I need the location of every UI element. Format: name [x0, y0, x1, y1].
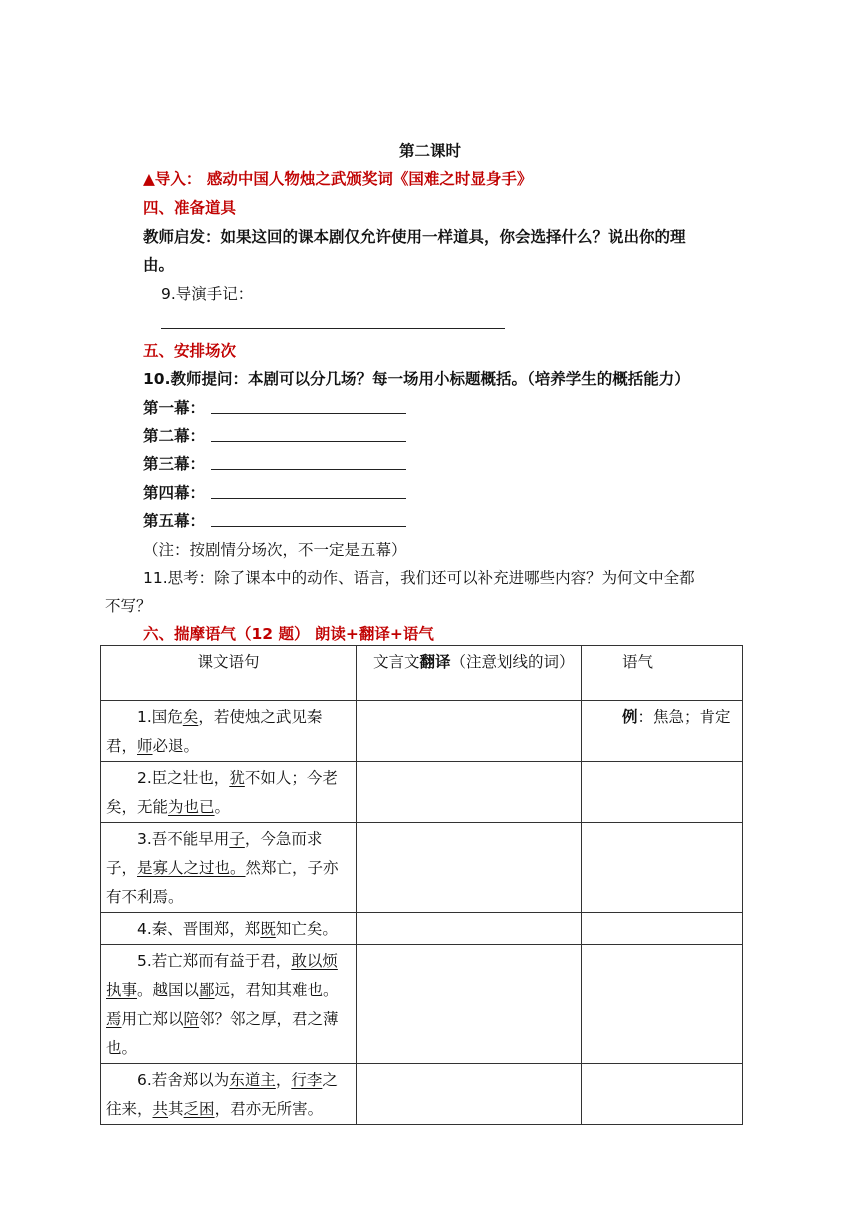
director-note-label: 9.导演手记： — [161, 285, 254, 303]
section-4-heading: 四、准备道具 — [143, 199, 237, 217]
director-note-blank[interactable] — [161, 328, 505, 329]
teacher-prompt-cont: 由。 — [143, 256, 175, 274]
act-3-label: 第三幕： — [143, 455, 206, 473]
page-title: 第二课时 — [398, 142, 461, 160]
table-row — [101, 913, 743, 945]
act-5-blank[interactable] — [211, 526, 406, 527]
act-2-blank[interactable] — [211, 441, 406, 442]
table-row — [101, 762, 743, 823]
tone-cell[interactable] — [582, 913, 743, 945]
translation-cell[interactable] — [357, 823, 582, 913]
sentence-cell: 1.国危矣，若使烛之武见秦君，师必退。 — [101, 701, 357, 762]
section-6-heading: 六、揣摩语气（12 题） 朗读+翻译+语气 — [143, 625, 434, 643]
intro-heading: ▲导入： 感动中国人物烛之武颁奖词《国难之时显身手》 — [143, 170, 533, 188]
translation-cell[interactable] — [357, 1064, 582, 1125]
tone-cell[interactable] — [582, 823, 743, 913]
table-row — [101, 945, 743, 1064]
acts-note: （注：按剧情分场次，不一定是五幕） — [143, 541, 407, 559]
sentence-cell: 5.若亡郑而有益于君，敢以烦执事。越国以鄙远，君知其难也。焉用亡郑以陪邻？邻之厚，君之薄也。 — [101, 945, 357, 1064]
section-5-heading: 五、安排场次 — [143, 342, 237, 360]
act-1-blank[interactable] — [211, 413, 406, 414]
question-11-cont: 不写？ — [105, 597, 152, 615]
teacher-prompt: 教师启发：如果这回的课本剧仅允许使用一样道具，你会选择什么？说出你的理 — [143, 228, 686, 246]
tone-cell[interactable] — [582, 1064, 743, 1125]
act-2-label: 第二幕： — [143, 427, 206, 445]
tone-cell[interactable] — [582, 945, 743, 1064]
header-tone: 语气 — [582, 646, 743, 701]
act-3-blank[interactable] — [211, 469, 406, 470]
table-row — [101, 1064, 743, 1125]
act-5-label: 第五幕： — [143, 512, 206, 530]
translation-cell[interactable] — [357, 762, 582, 823]
table-row — [101, 823, 743, 913]
tone-cell[interactable]: 例：焦急；肯定 — [582, 701, 743, 762]
question-11: 11.思考：除了课本中的动作、语言，我们还可以补充进哪些内容？为何文中全都 — [143, 569, 695, 587]
translation-cell[interactable] — [357, 913, 582, 945]
header-translation: 文言文翻译（注意划线的词） — [357, 646, 582, 701]
sentence-cell: 4.秦、晋围郑，郑既知亡矣。 — [101, 913, 357, 945]
question-10: 10.教师提问：本剧可以分几场？每一场用小标题概括。（培养学生的概括能力） — [143, 370, 690, 388]
translation-cell[interactable] — [357, 701, 582, 762]
table-header-row — [101, 646, 743, 701]
tone-cell[interactable] — [582, 762, 743, 823]
translation-cell[interactable] — [357, 945, 582, 1064]
act-4-blank[interactable] — [211, 498, 406, 499]
act-1-label: 第一幕： — [143, 399, 206, 417]
sentence-cell: 3.吾不能早用子，今急而求子，是寡人之过也。然郑亡，子亦有不利焉。 — [101, 823, 357, 913]
table-row — [101, 701, 743, 762]
tone-table — [100, 645, 743, 1125]
sentence-cell: 6.若舍郑以为东道主，行李之往来，共其乏困，君亦无所害。 — [101, 1064, 357, 1125]
header-sentence: 课文语句 — [101, 646, 357, 701]
sentence-cell: 2.臣之壮也，犹不如人；今老矣，无能为也已。 — [101, 762, 357, 823]
act-4-label: 第四幕： — [143, 484, 206, 502]
